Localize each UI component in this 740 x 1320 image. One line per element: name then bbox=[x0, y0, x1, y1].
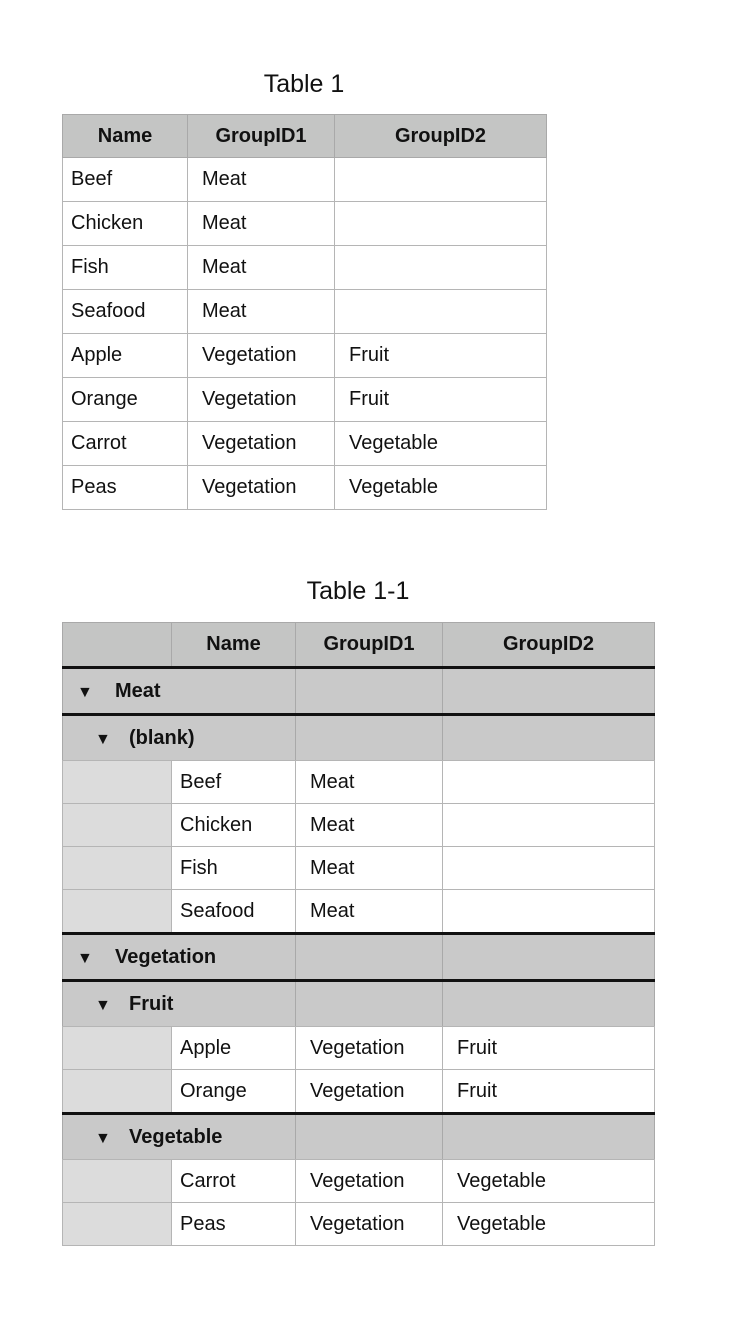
table-cell[interactable]: Meat bbox=[296, 847, 443, 890]
group-row bbox=[63, 668, 655, 715]
collapse-triangle-icon[interactable]: ▼ bbox=[95, 1129, 111, 1147]
table-cell[interactable]: Fruit bbox=[443, 1027, 655, 1070]
table-cell[interactable]: Meat bbox=[296, 890, 443, 934]
row-indent-cell bbox=[63, 761, 172, 804]
group-label-text: Vegetation bbox=[115, 945, 217, 968]
table-cell[interactable]: Vegetation bbox=[296, 1203, 443, 1246]
table-cell[interactable]: Apple bbox=[172, 1027, 296, 1070]
table-row bbox=[63, 422, 547, 466]
group-row bbox=[63, 934, 655, 981]
table-row bbox=[63, 804, 655, 847]
table-cell[interactable] bbox=[335, 158, 547, 202]
table-cell[interactable] bbox=[335, 246, 547, 290]
table-cell[interactable] bbox=[443, 890, 655, 934]
table-cell[interactable] bbox=[335, 290, 547, 334]
group-label-text: Meat bbox=[115, 679, 161, 702]
collapse-triangle-icon[interactable]: ▼ bbox=[77, 949, 93, 967]
table-cell[interactable]: Meat bbox=[188, 158, 335, 202]
subgroup-cell bbox=[443, 715, 655, 761]
table-cell[interactable]: Seafood bbox=[63, 290, 188, 334]
pivot-header-row bbox=[63, 623, 655, 668]
table-row bbox=[63, 890, 655, 934]
table-cell[interactable] bbox=[443, 804, 655, 847]
table-cell[interactable]: Vegetation bbox=[188, 334, 335, 378]
row-indent-cell bbox=[63, 847, 172, 890]
table-cell[interactable] bbox=[335, 202, 547, 246]
table-row bbox=[63, 1203, 655, 1246]
table-cell[interactable]: Vegetation bbox=[188, 378, 335, 422]
table-row bbox=[63, 378, 547, 422]
table-cell[interactable]: Meat bbox=[188, 202, 335, 246]
column-header-name[interactable]: Name bbox=[63, 115, 188, 158]
table-cell[interactable]: Vegetable bbox=[443, 1160, 655, 1203]
table-cell[interactable]: Vegetation bbox=[296, 1160, 443, 1203]
table-cell[interactable]: Carrot bbox=[63, 422, 188, 466]
row-indent-cell bbox=[63, 1027, 172, 1070]
subgroup-row bbox=[63, 981, 655, 1027]
table-cell[interactable]: Meat bbox=[188, 246, 335, 290]
group-cell bbox=[296, 668, 443, 715]
table-cell[interactable]: Seafood bbox=[172, 890, 296, 934]
subgroup-label-text: Vegetable bbox=[129, 1125, 223, 1148]
table-row bbox=[63, 466, 547, 510]
column-header-name[interactable]: Name bbox=[172, 623, 296, 668]
table-cell[interactable]: Meat bbox=[188, 290, 335, 334]
table-cell[interactable]: Vegetable bbox=[443, 1203, 655, 1246]
row-indent-cell bbox=[63, 1160, 172, 1203]
column-header-blank bbox=[63, 623, 172, 668]
table-cell[interactable]: Orange bbox=[172, 1070, 296, 1114]
table-row bbox=[63, 246, 547, 290]
table-row bbox=[63, 847, 655, 890]
subgroup-cell bbox=[296, 1114, 443, 1160]
table-cell[interactable]: Beef bbox=[63, 158, 188, 202]
table-cell[interactable]: Beef bbox=[172, 761, 296, 804]
table-cell[interactable] bbox=[443, 761, 655, 804]
subgroup-label[interactable] bbox=[63, 981, 296, 1027]
table-row bbox=[63, 334, 547, 378]
table1-title: Table 1 bbox=[263, 70, 345, 98]
table-cell[interactable]: Fruit bbox=[443, 1070, 655, 1114]
row-indent-cell bbox=[63, 804, 172, 847]
column-header-groupid2[interactable]: GroupID2 bbox=[335, 115, 547, 158]
pivot-table bbox=[62, 622, 655, 1246]
subgroup-label[interactable] bbox=[63, 1114, 296, 1160]
table-cell[interactable]: Fish bbox=[63, 246, 188, 290]
column-header-groupid2[interactable]: GroupID2 bbox=[443, 623, 655, 668]
table-cell[interactable]: Apple bbox=[63, 334, 188, 378]
table-cell[interactable]: Peas bbox=[63, 466, 188, 510]
table-cell[interactable]: Vegetable bbox=[335, 466, 547, 510]
column-header-groupid1[interactable]: GroupID1 bbox=[188, 115, 335, 158]
group-cell bbox=[443, 934, 655, 981]
table-cell[interactable]: Meat bbox=[296, 761, 443, 804]
table-cell[interactable]: Chicken bbox=[63, 202, 188, 246]
row-indent-cell bbox=[63, 1070, 172, 1114]
subgroup-row bbox=[63, 1114, 655, 1160]
table-cell[interactable]: Fruit bbox=[335, 334, 547, 378]
table-cell[interactable]: Vegetation bbox=[296, 1027, 443, 1070]
table-row bbox=[63, 290, 547, 334]
collapse-triangle-icon[interactable]: ▼ bbox=[95, 996, 111, 1014]
group-label[interactable] bbox=[63, 668, 296, 715]
table-cell[interactable]: Chicken bbox=[172, 804, 296, 847]
subgroup-label-text: Fruit bbox=[129, 992, 174, 1015]
subgroup-cell bbox=[443, 1114, 655, 1160]
table-cell[interactable] bbox=[443, 847, 655, 890]
table-cell[interactable]: Fruit bbox=[335, 378, 547, 422]
subgroup-label-text: (blank) bbox=[129, 726, 195, 749]
table-row bbox=[63, 1027, 655, 1070]
subgroup-cell bbox=[296, 715, 443, 761]
collapse-triangle-icon[interactable]: ▼ bbox=[95, 730, 111, 748]
group-label[interactable] bbox=[63, 934, 296, 981]
table-cell[interactable]: Carrot bbox=[172, 1160, 296, 1203]
collapse-triangle-icon[interactable]: ▼ bbox=[77, 683, 93, 701]
table-cell[interactable]: Vegetation bbox=[188, 466, 335, 510]
table-cell[interactable]: Vegetation bbox=[296, 1070, 443, 1114]
table1 bbox=[62, 114, 547, 510]
row-indent-cell bbox=[63, 890, 172, 934]
table-row bbox=[63, 158, 547, 202]
subgroup-row bbox=[63, 715, 655, 761]
table-cell[interactable]: Fish bbox=[172, 847, 296, 890]
table-row bbox=[63, 202, 547, 246]
row-indent-cell bbox=[63, 1203, 172, 1246]
table-cell[interactable]: Orange bbox=[63, 378, 188, 422]
table-cell[interactable]: Meat bbox=[296, 804, 443, 847]
table-row bbox=[63, 1160, 655, 1203]
table1-1-title: Table 1-1 bbox=[306, 577, 410, 605]
table1-header-row bbox=[63, 115, 547, 158]
subgroup-label[interactable] bbox=[63, 715, 296, 761]
table-cell[interactable]: Vegetable bbox=[335, 422, 547, 466]
group-cell bbox=[296, 934, 443, 981]
group-cell bbox=[443, 668, 655, 715]
table-cell[interactable]: Peas bbox=[172, 1203, 296, 1246]
column-header-groupid1[interactable]: GroupID1 bbox=[296, 623, 443, 668]
subgroup-cell bbox=[443, 981, 655, 1027]
table-row bbox=[63, 1070, 655, 1114]
subgroup-cell bbox=[296, 981, 443, 1027]
table-row bbox=[63, 761, 655, 804]
table-cell[interactable]: Vegetation bbox=[188, 422, 335, 466]
